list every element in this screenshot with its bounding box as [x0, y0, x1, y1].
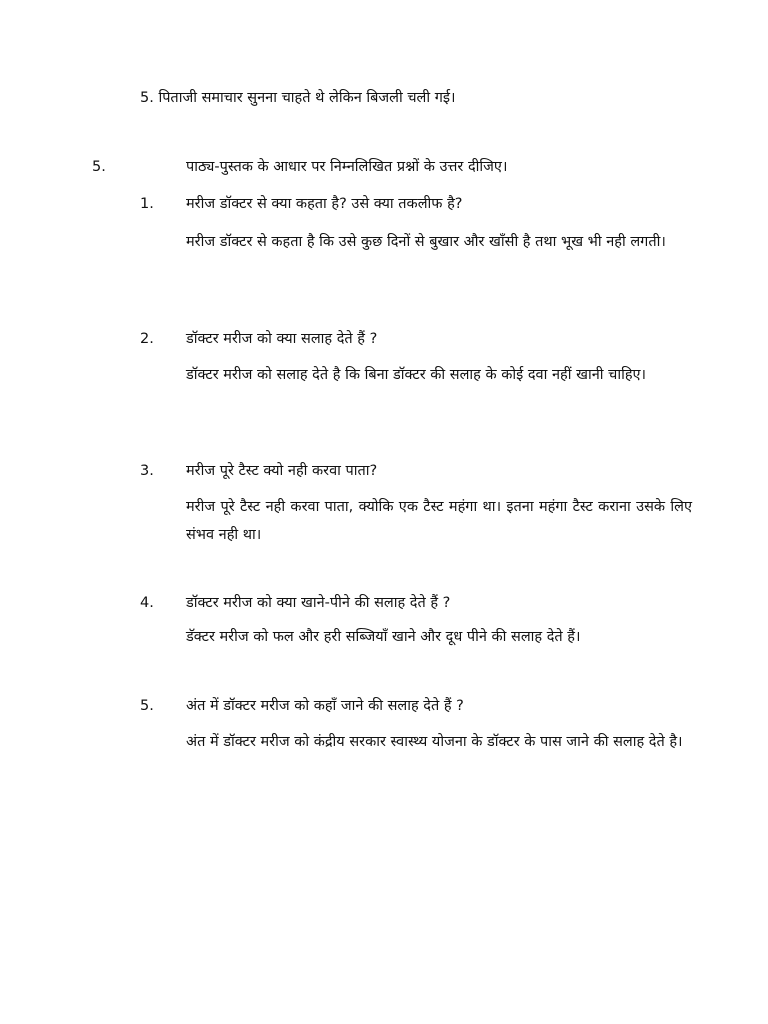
question-number: 3.	[140, 463, 154, 479]
question-text: डॉक्टर मरीज को क्या खाने-पीने की सलाह देते हैं ?	[186, 595, 451, 611]
question-text: अंत में डॉक्टर मरीज को कहाँ जाने की सलाह देते हैं ?	[186, 698, 464, 714]
question-number: 2.	[140, 331, 154, 347]
section-heading: पाठ्य-पुस्तक के आधार पर निम्नलिखित प्रश्नों के उत्तर दीजिए।	[186, 159, 508, 175]
answer-text: डॅक्टर मरीज को फल और हरी सब्जियाँ खाने और दूध पीने की सलाह देते हैं।	[186, 629, 581, 645]
section-number: 5.	[92, 159, 106, 175]
answer-text: मरीज पूरे टैस्ट नही करवा पाता, क्योकि एक टैस्ट महंगा था। इतना महंगा टैस्ट कराना उसके लिए संभव नही था।	[186, 499, 692, 543]
intro-line: 5. पिताजी समाचार सुनना चाहते थे लेकिन बिजली चली गई।	[140, 90, 456, 106]
answer-text: अंत में डॉक्टर मरीज को कंद्रीय सरकार स्वास्थ्य योजना के डॉक्टर के पास जाने की सलाह देते है।	[186, 734, 683, 750]
question-number: 1.	[140, 196, 154, 212]
question-text: मरीज डॉक्टर से क्या कहता है? उसे क्या तकलीफ है?	[186, 196, 463, 212]
answer-text: डॉक्टर मरीज को सलाह देते है कि बिना डॉक्टर की सलाह के कोई दवा नहीं खानी चाहिए।	[186, 367, 647, 383]
question-text: मरीज पूरे टैस्ट क्यो नही करवा पाता?	[186, 463, 378, 479]
question-number: 5.	[140, 698, 154, 714]
question-number: 4.	[140, 595, 154, 611]
answer-text: मरीज डॉक्टर से कहता है कि उसे कुछ दिनों से बुखार और खाँसी है तथा भूख भी नही लगती।	[186, 234, 666, 250]
question-text: डॉक्टर मरीज को क्या सलाह देते हैं ?	[186, 331, 378, 347]
